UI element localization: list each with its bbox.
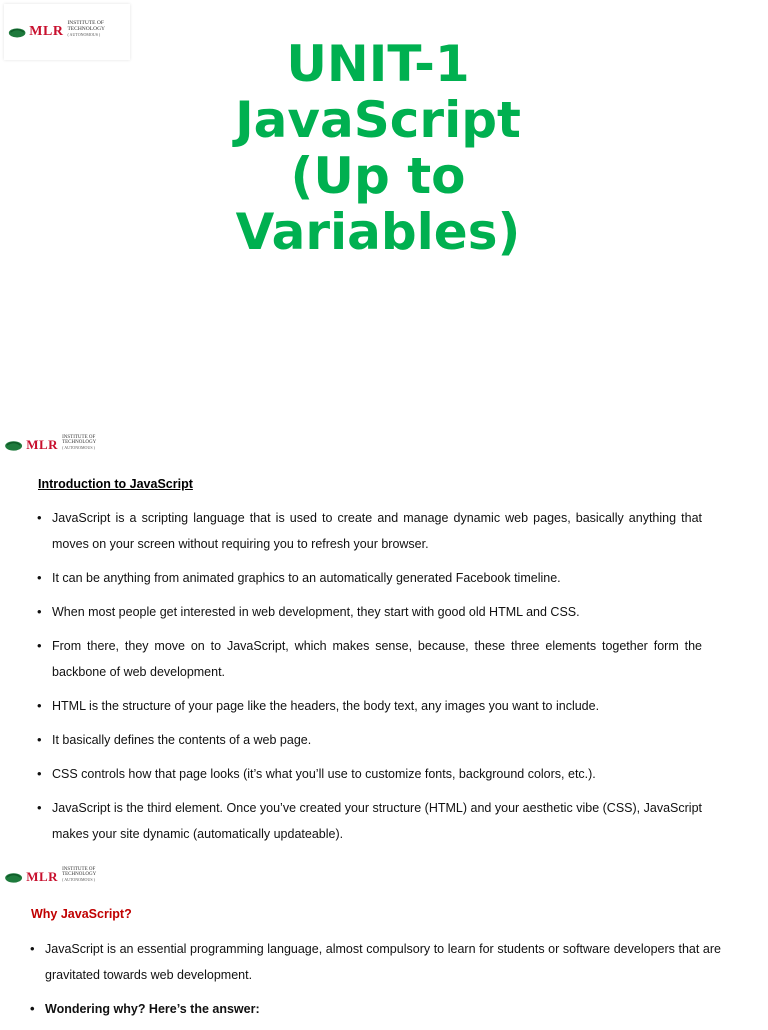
logo-brand: MLR	[26, 437, 59, 452]
logo-subtitle: ( AUTONOMOUS )	[62, 444, 95, 450]
list-item: • When most people get interested in web development, they start with good old HTML and CSS.	[52, 599, 702, 625]
logo-emblem-icon	[8, 26, 26, 39]
list-item: • CSS controls how that page looks (it’s what you’ll use to customize fonts, background colors, etc.).	[52, 761, 702, 787]
title-line: UNIT-1	[286, 35, 470, 93]
list-item: • Wondering why? Here’s the answer:	[45, 996, 721, 1022]
list-item: • It can be anything from animated graphics to an automatically generated Facebook timeline.	[52, 565, 702, 591]
why-bullet-list	[45, 936, 721, 1030]
list-item: • JavaScript is the third element. Once you’ve created your structure (HTML) and your aesthetic vibe (CSS), JavaScript makes your site dynamic (automatically updateable).	[52, 795, 702, 847]
institute-logo	[0, 865, 128, 889]
list-item: • JavaScript is a scripting language that is used to create and manage dynamic web pages, basically anything that moves on your screen without requiring you to refresh your browser.	[52, 505, 702, 557]
list-item: • It basically defines the contents of a web page.	[52, 727, 702, 753]
title-line: Variables)	[235, 203, 521, 261]
list-item: • From there, they move on to JavaScript, which makes sense, because, these three elements together form the backbone of web development.	[52, 633, 702, 685]
institute-logo	[0, 433, 128, 457]
logo-institute-name: INSTITUTE OF TECHNOLOGY ( AUTONOMOUS )	[62, 867, 97, 882]
logo-emblem-icon	[4, 440, 23, 451]
list-item: • JavaScript is an essential programming language, almost compulsory to learn for students or software developers that are gravitated towards web development.	[45, 936, 721, 988]
logo-brand: MLR	[26, 869, 59, 884]
title-line: (Up to	[290, 147, 466, 205]
page-title	[150, 36, 606, 260]
logo-emblem-icon	[4, 872, 23, 883]
logo-brand: MLR	[29, 24, 64, 39]
section-heading-intro: Introduction to JavaScript	[38, 477, 193, 491]
section-heading-why: Why JavaScript?	[31, 907, 132, 921]
intro-bullet-list	[52, 505, 702, 855]
list-item: • HTML is the structure of your page like the headers, the body text, any images you want to include.	[52, 693, 702, 719]
title-line: JavaScript	[235, 91, 521, 149]
logo-subtitle: ( AUTONOMOUS )	[67, 31, 101, 37]
logo-subtitle: ( AUTONOMOUS )	[62, 876, 95, 882]
logo-institute-name: INSTITUTE OF TECHNOLOGY ( AUTONOMOUS )	[67, 20, 106, 37]
logo-institute-name: INSTITUTE OF TECHNOLOGY ( AUTONOMOUS )	[62, 435, 97, 450]
institute-logo	[4, 4, 130, 60]
